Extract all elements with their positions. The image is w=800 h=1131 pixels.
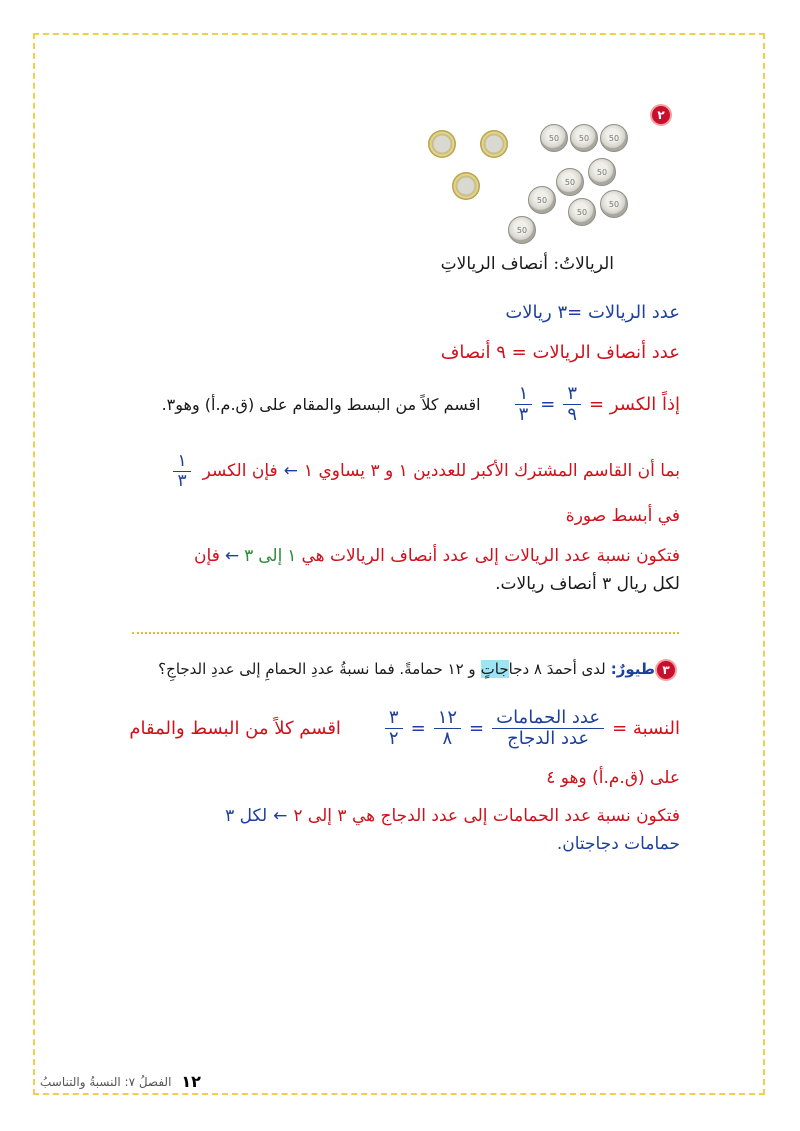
fraction-12-8: $\frac{١٢}{٨}$ — [434, 708, 461, 749]
then-fraction-text: فإن الكسر — [202, 461, 278, 482]
birds-question — [158, 660, 655, 678]
question-text-rest: و ١٢ حمامةً. فما نسبةُ عددِ الحمامِ إلى عددِ الدجاجِ؟ — [158, 660, 476, 678]
ratio-to: إلى — [258, 546, 283, 566]
result-line-2: حمامات دجاجتان. — [556, 834, 680, 854]
gcd-text: بما أن القاسم المشترك الأكبر للعددين ١ و ٣ يساوي ١ — [303, 461, 680, 482]
arrow-left-icon: ← — [283, 461, 298, 482]
half-count-line: عدد أنصاف الريالات = ٩ أنصاف — [440, 342, 680, 363]
words-fraction: $\frac{\text{عدد الحمامات}}{\text{عدد الدجاج}}$ — [492, 708, 604, 749]
ratio-line-1 — [194, 546, 680, 566]
half-riyal-coin-icon: 50 — [556, 168, 584, 196]
exercise-badge-2: ٢ — [652, 106, 670, 124]
question-text: لدى أحمدَ ٨ دجاجاتٍ — [480, 660, 606, 678]
equals-sign: = — [469, 718, 485, 740]
half-riyal-coin-icon: 50 — [528, 186, 556, 214]
ratio-one: ١ — [287, 546, 297, 566]
equals-sign: = — [540, 394, 556, 416]
divide-note-3: اقسم كلاً من البسط والمقام — [129, 718, 341, 740]
birds-title: طيورٌ: — [610, 660, 655, 678]
result-text-blue: لكل ٣ — [225, 806, 268, 826]
ratio-line-2: لكل ريال ٣ أنصاف ريالات. — [495, 574, 680, 594]
divide-note-3b: على (ق.م.أ) وهو ٤ — [546, 768, 680, 788]
ratio-text: فتكون نسبة عدد الريالات إلى عدد أنصاف الريالات هي — [301, 546, 680, 566]
riyal-coin-icon — [452, 172, 480, 200]
arrow-left-icon: ← — [224, 546, 240, 566]
fraction-line — [162, 384, 680, 425]
fraction-3-2: $\frac{٣}{٢}$ — [385, 708, 403, 749]
half-riyal-coin-icon: 50 — [600, 190, 628, 218]
ratio-three: ٣ — [244, 546, 254, 566]
result-text: فتكون نسبة عدد الحمامات إلى عدد الدجاج هي ٣ إلى ٢ — [293, 806, 680, 826]
ratio-equation — [129, 708, 680, 749]
exercise-badge-3: ٣ — [657, 661, 675, 679]
result-line-1 — [225, 806, 680, 826]
riyal-coin-icon — [428, 130, 456, 158]
section-divider — [132, 632, 679, 634]
fraction-1-3-small: $\frac{١}{٣}$ — [173, 452, 190, 491]
arrow-left-icon: ← — [273, 806, 288, 826]
half-riyal-coin-icon: 50 — [540, 124, 568, 152]
fraction-1-3: $\frac{١}{٣}$ — [515, 384, 533, 425]
half-riyal-coin-icon: 50 — [600, 124, 628, 152]
divide-note: اقسم كلاً من البسط والمقام على (ق.م.أ) وهو٣. — [161, 395, 481, 415]
half-riyal-coin-icon: 50 — [508, 216, 536, 244]
half-riyal-coin-icon: 50 — [568, 198, 596, 226]
riyal-count-line: عدد الريالات =٣ ريالات — [505, 302, 680, 323]
fraction-prefix: إذاً الكسر = — [589, 394, 680, 416]
riyal-coin-icon — [480, 130, 508, 158]
ratio-then: فإن — [194, 546, 220, 566]
half-riyal-coin-icon: 50 — [570, 124, 598, 152]
chapter-title: الفصلُ ٧: النسبةُ والتناسبُ — [40, 1074, 172, 1089]
coins-caption: الريالاتُ: أنصاف الريالاتِ — [440, 254, 614, 274]
page-footer — [40, 1072, 201, 1091]
ratio-label: النسبة = — [612, 718, 680, 740]
fraction-3-9: $\frac{٣}{٩}$ — [563, 384, 581, 425]
page-number: ١٢ — [181, 1072, 201, 1091]
equals-sign: = — [410, 718, 426, 740]
gcd-line — [173, 452, 680, 491]
half-riyal-coin-icon: 50 — [588, 158, 616, 186]
simplest-form-text: في أبسط صورة — [565, 506, 680, 526]
